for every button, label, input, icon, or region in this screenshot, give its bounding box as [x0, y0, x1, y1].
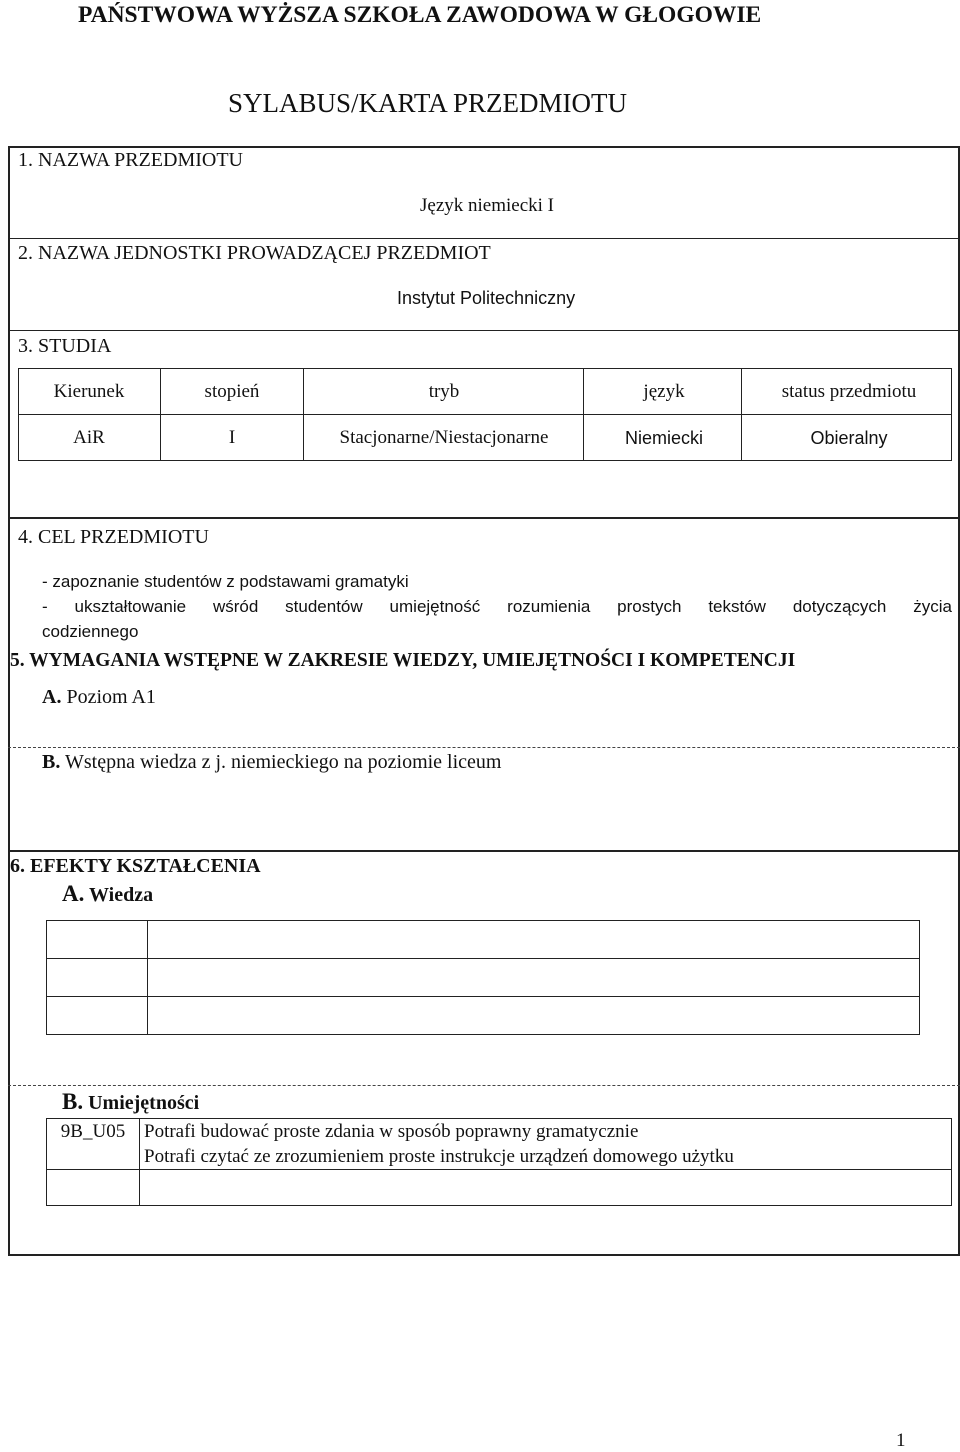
section-1-label: 1. NAZWA PRZEDMIOTU: [18, 149, 243, 171]
course-name: Język niemiecki I: [420, 195, 555, 216]
frame-top-border: [8, 146, 960, 148]
value-status: Obieralny: [810, 427, 888, 448]
dashed-divider: [8, 1085, 960, 1086]
header-stopien: stopień: [204, 381, 260, 402]
value-stopien: I: [228, 427, 236, 448]
outcomes-a-text: Wiedza: [84, 884, 154, 906]
value-tryb: Stacjonarne/Niestacjonarne: [339, 427, 549, 448]
requirement-a: [42, 686, 156, 709]
requirement-b: [42, 751, 501, 774]
outcomes-a-letter: A.: [62, 881, 85, 906]
value-kierunek: AiR: [73, 427, 105, 448]
section-4-label: 4. CEL PRZEDMIOTU: [18, 526, 209, 548]
outcomes-a: [62, 881, 153, 907]
value-jezyk: Niemiecki: [624, 427, 703, 448]
section-3-label: 3. STUDIA: [18, 335, 112, 357]
header-tryb: tryb: [428, 381, 460, 402]
frame-bottom-border: [8, 1254, 960, 1256]
skill-line-1: Potrafi budować proste zdania w sposób poprawny gramatycznie: [144, 1121, 639, 1142]
skill-line-2: Potrafi czytać ze zrozumieniem proste instrukcje urządzeń domowego użytku: [144, 1146, 734, 1167]
outcomes-b-letter: B.: [62, 1089, 84, 1114]
section-2-label: 2. NAZWA JEDNOSTKI PROWADZĄCEJ PRZEDMIOT: [18, 242, 491, 264]
university-name: PAŃSTWOWA WYŻSZA SZKOŁA ZAWODOWA W GŁOGOWIE: [78, 2, 762, 28]
goal-line-1: - zapoznanie studentów z podstawami gramatyki: [42, 572, 409, 591]
header-jezyk: język: [643, 381, 685, 402]
divider: [8, 517, 960, 519]
divider: [8, 850, 960, 852]
requirement-a-text: Poziom A1: [61, 686, 156, 708]
frame-left-border: [8, 146, 10, 1256]
skill-description: [140, 1119, 952, 1170]
header-status: status przedmiotu: [781, 381, 917, 402]
divider: [8, 238, 960, 239]
requirement-b-text: Wstępna wiedza z j. niemieckiego na poziomie liceum: [60, 751, 502, 773]
outcomes-b: [62, 1089, 199, 1115]
dashed-divider: [8, 747, 960, 748]
unit-name: Instytut Politechniczny: [397, 288, 576, 308]
goal-line-3: codziennego: [42, 622, 139, 641]
section-5-label: 5. WYMAGANIA WSTĘPNE W ZAKRESIE WIEDZY, UMIEJĘTNOŚCI I KOMPETENCJI: [10, 650, 796, 671]
goal-line-2: - ukształtowanie wśród studentów umiejętność rozumienia prostych tekstów dotyczących życia: [42, 597, 952, 616]
section-6-label: 6. EFEKTY KSZTAŁCENIA: [10, 855, 261, 877]
requirement-a-letter: A.: [42, 686, 62, 708]
outcomes-b-text: Umiejętności: [83, 1092, 200, 1114]
skill-code: 9B_U05: [47, 1119, 140, 1170]
skills-table: [46, 1118, 952, 1206]
requirement-b-letter: B.: [42, 751, 61, 773]
document-title: SYLABUS/KARTA PRZEDMIOTU: [228, 88, 628, 118]
page-number: 1: [896, 1430, 906, 1451]
header-kierunek: Kierunek: [53, 381, 125, 402]
divider: [8, 330, 960, 331]
knowledge-table: [46, 920, 920, 1035]
